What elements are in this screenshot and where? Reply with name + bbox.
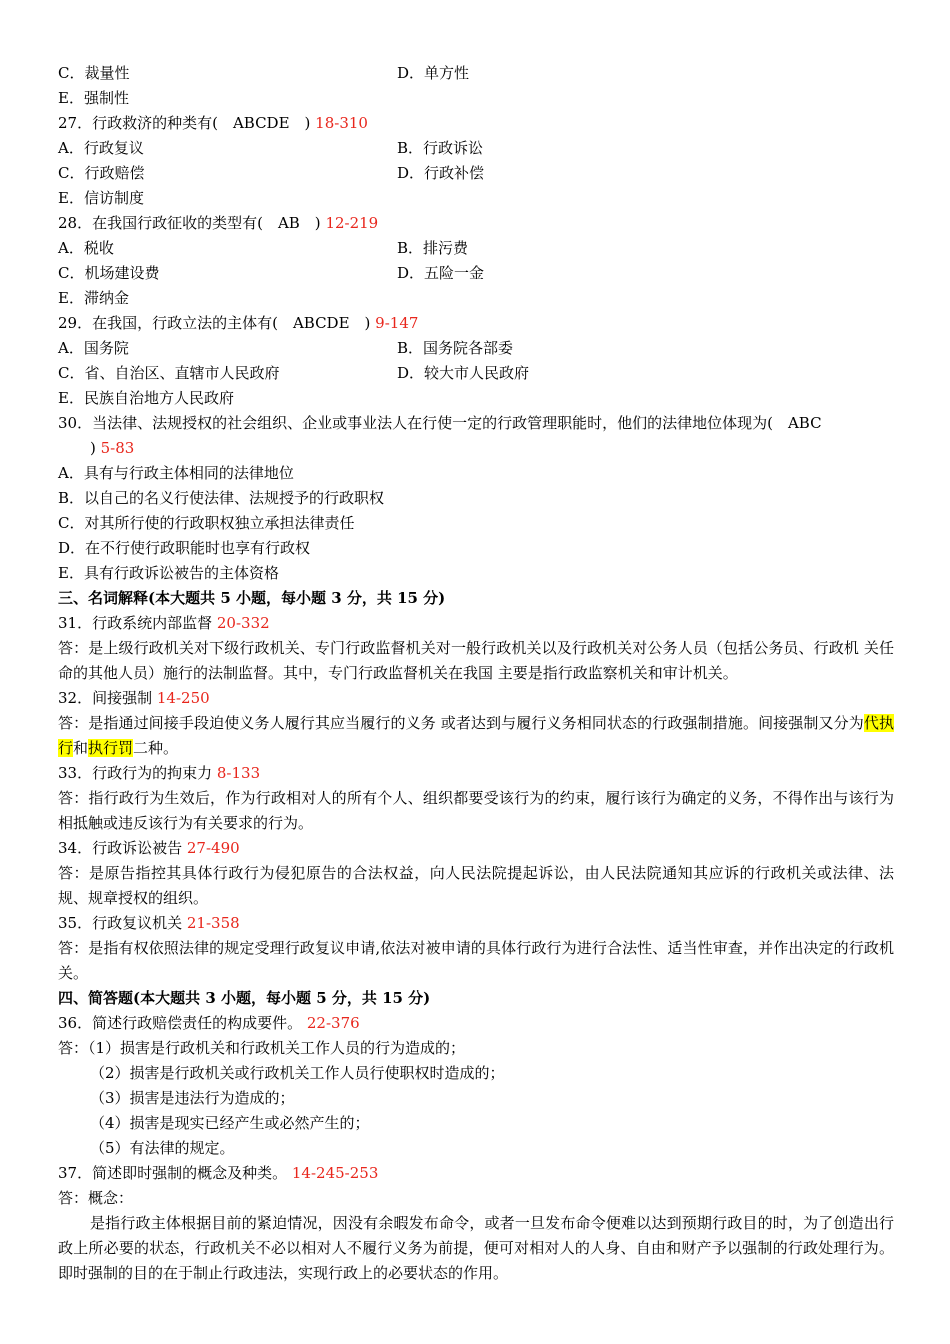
q27-option-a: A．行政复议 — [58, 139, 144, 157]
q29-stem-text: 29．在我国，行政立法的主体有( ABCDE ) — [58, 314, 371, 332]
q28-ref: 12-219 — [325, 214, 379, 232]
q32-answer-post: 二种。 — [133, 739, 179, 757]
q27-options-row-ab — [58, 136, 894, 161]
section4-heading: 四、简答题(本大题共 3 小题，每小题 5 分，共 15 分) — [58, 989, 431, 1007]
q28-stem — [58, 211, 894, 236]
q28-option-b: B．排污费 — [397, 239, 469, 257]
q27-option-c: C．行政赔偿 — [58, 164, 145, 182]
q32-ref: 14-250 — [156, 689, 210, 707]
q34-answer: 答：是原告指控其具体行政行为侵犯原告的合法权益，向人民法院提起诉讼，由人民法院通知其应诉的行政机关或法律、法规、规章授权的组织。 — [58, 864, 894, 907]
q30-option-a: A．具有与行政主体相同的法律地位 — [58, 464, 294, 482]
q31-stem — [58, 611, 894, 636]
q29-option-a: A．国务院 — [58, 339, 129, 357]
q36-stem-text: 36．简述行政赔偿责任的构成要件。 — [58, 1014, 303, 1032]
q36-answer-1: 答：（1）损害是行政机关和行政机关工作人员的行为造成的； — [58, 1039, 466, 1057]
q31-stem-text: 31．行政系统内部监督 — [58, 614, 213, 632]
q28-option-c: C．机场建设费 — [58, 264, 160, 282]
q30-option-c: C．对其所行使的行政职权独立承担法律责任 — [58, 514, 355, 532]
q26-options-row-cd — [58, 61, 894, 86]
q36-answer-2: （2）损害是行政机关或行政机关工作人员行使职权时造成的； — [90, 1064, 505, 1082]
q33-ref: 8-133 — [216, 764, 261, 782]
q37-answer: 是指行政主体根据目前的紧迫情况，因没有余暇发布命令，或者一旦发布命令便难以达到预期行政目的时，为了创造出行政上所必要的状态，行政机关不必以相对人不履行义务为前提，便可对相对人的人身、自由和财产予以强制的行政处理行为。即时强制的目的在于制止行政违法，实现行政上的必要状态的作用。 — [58, 1214, 894, 1282]
q29-ref: 9-147 — [375, 314, 419, 332]
q35-answer: 答：是指有权依照法律的规定受理行政复议申请,依法对被申请的具体行政行为进行合法性、适当性审查，并作出决定的行政机关。 — [58, 939, 894, 982]
q29-stem — [58, 311, 894, 336]
q28-stem-text: 28．在我国行政征收的类型有( AB ) — [58, 214, 321, 232]
q36-ref: 22-376 — [306, 1014, 360, 1032]
section3-heading: 三、名词解释(本大题共 5 小题，每小题 3 分，共 15 分) — [58, 589, 446, 607]
q32-answer-pre: 答：是指通过间接手段迫使义务人履行其应当履行的义务 或者达到与履行义务相同状态的行政强制措施。间接强制又分为 — [58, 714, 864, 732]
q36-answer-5: （5）有法律的规定。 — [90, 1139, 235, 1157]
q36-answer-3: （3）损害是违法行为造成的； — [90, 1089, 295, 1107]
q33-stem-text: 33．行政行为的拘束力 — [58, 764, 213, 782]
q29-option-b: B．国务院各部委 — [397, 339, 514, 357]
q33-stem — [58, 761, 894, 786]
q30-stem-line2 — [58, 436, 894, 461]
q32-answer — [58, 711, 894, 761]
q37-stem — [58, 1161, 894, 1186]
q31-answer: 答：是上级行政机关对下级行政机关、专门行政监督机关对一般行政机关以及行政机关对公务人员（包括公务员、行政机 关任命的其他人员）施行的法制监督。其中，专门行政监督机关在我国 主要是指行政监察机关和审计机关。 — [58, 639, 894, 682]
q28-options-row-ab — [58, 236, 894, 261]
q35-stem — [58, 911, 894, 936]
q29-option-d: D．较大市人民政府 — [397, 364, 530, 382]
q31-ref: 20-332 — [216, 614, 270, 632]
q32-highlight-1: 代执行 — [58, 714, 894, 757]
q32-stem — [58, 686, 894, 711]
q32-stem-text: 32．间接强制 — [58, 689, 153, 707]
q37-answer-label: 答：概念： — [58, 1189, 134, 1207]
q30-stem-close: ) — [90, 439, 96, 457]
q30-option-e: E．具有行政诉讼被告的主体资格 — [58, 564, 279, 582]
q28-option-e: E．滞纳金 — [58, 289, 129, 307]
q36-stem — [58, 1011, 894, 1036]
q29-option-c: C．省、自治区、直辖市人民政府 — [58, 364, 280, 382]
q26-option-c: C．裁量性 — [58, 64, 130, 82]
q32-answer-mid: 和 — [73, 739, 89, 757]
q34-ref: 27-490 — [186, 839, 240, 857]
q28-options-row-cd — [58, 261, 894, 286]
q30-option-b: B．以自己的名义行使法律、法规授予的行政职权 — [58, 489, 385, 507]
q37-stem-text: 37．简述即时强制的概念及种类。 — [58, 1164, 288, 1182]
q27-option-b: B．行政诉讼 — [397, 139, 484, 157]
q27-option-e: E．信访制度 — [58, 189, 144, 207]
q33-answer: 答：指行政行为生效后，作为行政相对人的所有个人、组织都要受该行为的约束，履行该行为确定的义务，不得作出与该行为相抵触或违反该行为有关要求的行为。 — [58, 789, 894, 832]
q27-ref: 18-310 — [315, 114, 368, 132]
q30-option-d: D．在不行使行政职能时也享有行政权 — [58, 539, 311, 557]
q35-stem-text: 35．行政复议机关 — [58, 914, 183, 932]
q27-stem-text: 27．行政救济的种类有( ABCDE ) — [58, 114, 311, 132]
q26-option-e: E．强制性 — [58, 89, 129, 107]
q34-stem-text: 34．行政诉讼被告 — [58, 839, 183, 857]
q36-answer-4: （4）损害是现实已经产生或必然产生的； — [90, 1114, 370, 1132]
q29-option-e: E．民族自治地方人民政府 — [58, 389, 234, 407]
q27-stem — [58, 111, 894, 136]
q35-ref: 21-358 — [186, 914, 240, 932]
q29-options-row-cd — [58, 361, 894, 386]
q27-options-row-cd — [58, 161, 894, 186]
q28-option-a: A．税收 — [58, 239, 114, 257]
q30-stem-line1: 30．当法律、法规授权的社会组织、企业或事业法人在行使一定的行政管理职能时，他们的法律地位体现为( ABC — [58, 414, 822, 432]
q30-ref: 5-83 — [100, 439, 135, 457]
q28-option-d: D．五险一金 — [397, 264, 485, 282]
q36-answer-list — [58, 1061, 894, 1161]
q32-highlight-2: 执行罚 — [88, 739, 134, 757]
q37-ref: 14-245-253 — [291, 1164, 379, 1182]
q27-option-d: D．行政补偿 — [397, 164, 485, 182]
document-body — [58, 61, 894, 1286]
q34-stem — [58, 836, 894, 861]
q29-options-row-ab — [58, 336, 894, 361]
q26-option-d: D．单方性 — [397, 64, 470, 82]
